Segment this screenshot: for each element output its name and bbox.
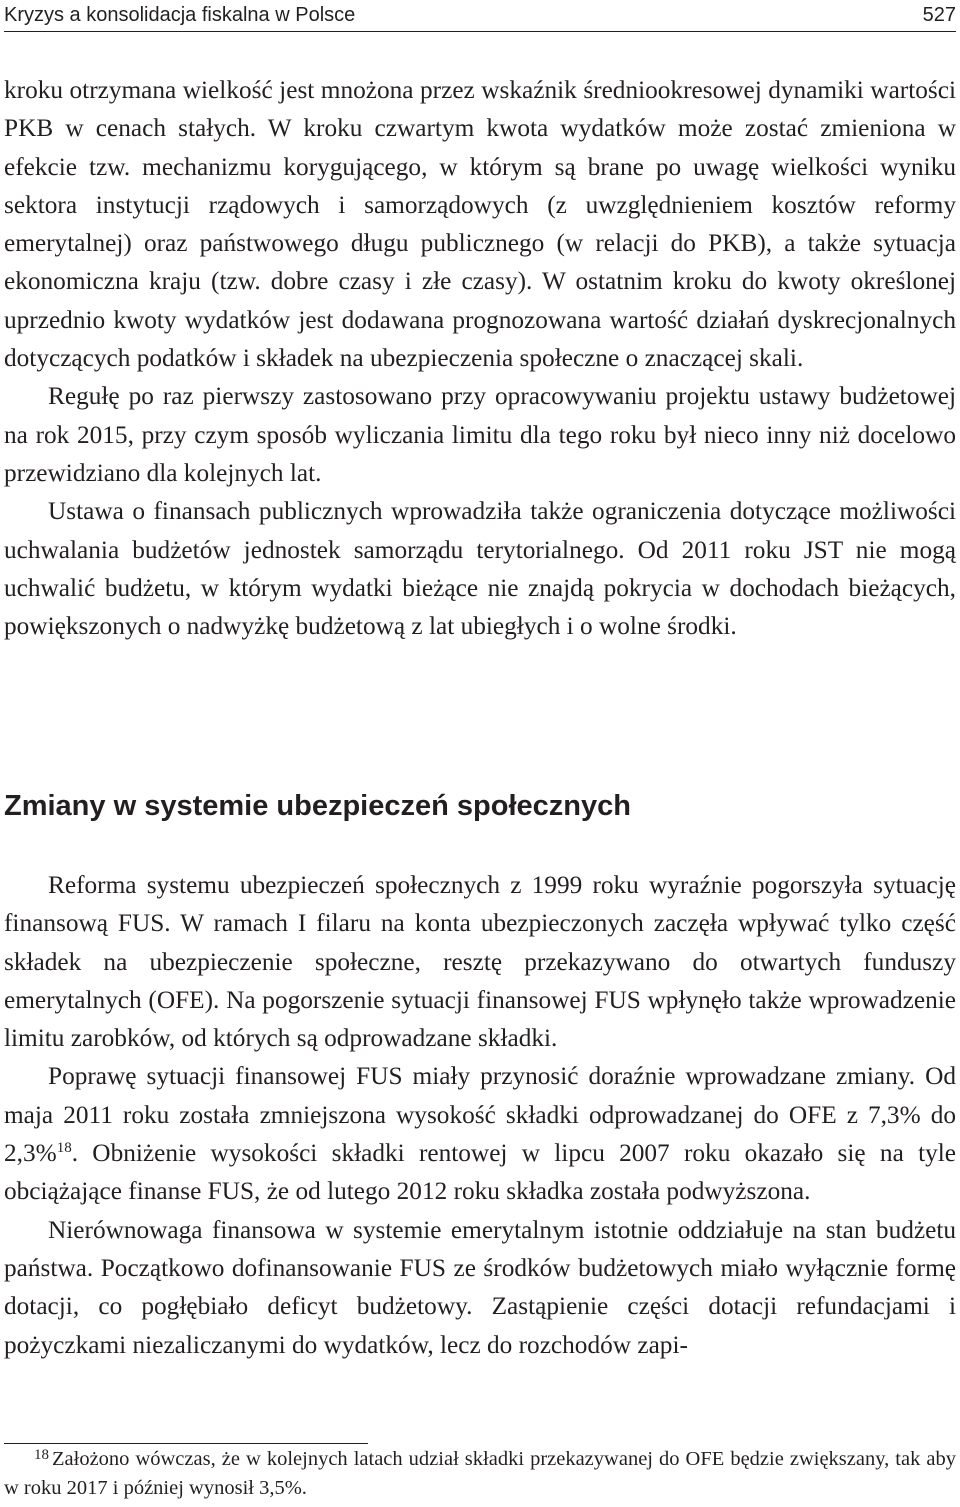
page-number: 527 — [922, 3, 956, 26]
footnote: 18 Założono wówczas, że w kolejnych latach udział składki przekazywanej do OFE będzie zwiększany, tak aby w roku 2017 i później wynosił 3,5%. — [4, 1447, 956, 1499]
paragraph-text: . Obniżenie wysokości składki rentowej w lipcu 2007 roku okazało się na tyle obciążające finanse FUS, że od lutego 2012 roku składka została podwyższona. — [4, 1139, 956, 1206]
running-title: Kryzys a konsolidacja fiskalna w Polsce — [4, 3, 356, 26]
section-heading: Zmiany w systemie ubezpieczeń społecznych — [4, 790, 631, 822]
header-rule — [4, 31, 956, 32]
paragraph-with-footnote — [4, 1057, 956, 1210]
paragraph: kroku otrzymana wielkość jest mnożona przez wskaźnik średniookresowej dynamiki wartości PKB w cenach stałych. W kroku czwartym kwota wydatków może zostać zmieniona w efekcie tzw. mechanizmu korygującego, w którym są brane po uwagę wielkości wyniku sektora instytucji rządowych i samorządowych (z uwzględnieniem kosztów reformy emerytalnej) oraz państwowego długu publicznego (w relacji do PKB), a także sytuacja ekonomiczna kraju (tzw. dobre czasy i złe czasy). W ostatnim kroku do kwoty określonej uprzednio kwoty wydatków jest dodawana prognozowana wartość działań dyskrecjonalnych dotyczących podatków i składek na ubezpieczenia społeczne o znaczącej skali. — [4, 76, 956, 373]
paragraph-text: Poprawę sytuacji finansowej FUS miały przynosić doraźnie wprowadzane zmiany. Od maja 2011 roku została zmniejszona wysokość składki odprowadzanej do OFE z 7,3% do 2,3% — [4, 1062, 956, 1168]
running-head — [4, 0, 956, 30]
body-text-top — [4, 71, 956, 645]
footnote-text: Założono wówczas, że w kolejnych latach udział składki przekazywanej do OFE będzie zwiększany, tak aby w roku 2017 i później wynosił 3,5%. — [4, 1448, 956, 1499]
footnote-reference[interactable]: 18 — [56, 1140, 72, 1157]
body-text-section — [4, 866, 956, 1364]
paragraph: Reforma systemu ubezpieczeń społecznych z 1999 roku wyraźnie pogorszyła sytuację finansową FUS. W ramach I filaru na konta ubezpieczonych zaczęła wpływać tylko część składek na ubezpieczenie społeczne, resztę przekazywano do otwartych funduszy emerytalnych (OFE). Na pogorszenie sytuacji finansowej FUS wpłynęło także wprowadzenie limitu zarobków, od których są odprowadzane składki. — [4, 871, 956, 1053]
footnote-rule — [4, 1443, 368, 1444]
paragraph: Regułę po raz pierwszy zastosowano przy opracowywaniu projektu ustawy budżetowej na rok 2015, przy czym sposób wyliczania limitu dla tego roku był nieco inny niż docelowo przewidziano dla kolejnych lat. — [4, 382, 956, 487]
paragraph: Ustawa o finansach publicznych wprowadziła także ograniczenia dotyczące możliwości uchwalania budżetów jednostek samorządu terytorialnego. Od 2011 roku JST nie mogą uchwalić budżetu, w którym wydatki bieżące nie znajdą pokrycia w dochodach bieżących, powiększonych o nadwyżkę budżetową z lat ubiegłych i o wolne środki. — [4, 497, 956, 641]
paragraph: Nierównowaga finansowa w systemie emerytalnym istotnie oddziałuje na stan budżetu państwa. Początkowo dofinansowanie FUS ze środków budżetowych miało wyłącznie formę dotacji, co pogłębiało deficyt budżetowy. Zastąpienie części dotacji refundacjami i pożyczkami niezaliczanymi do wydatków, lecz do rozchodów zapi- — [4, 1215, 956, 1359]
